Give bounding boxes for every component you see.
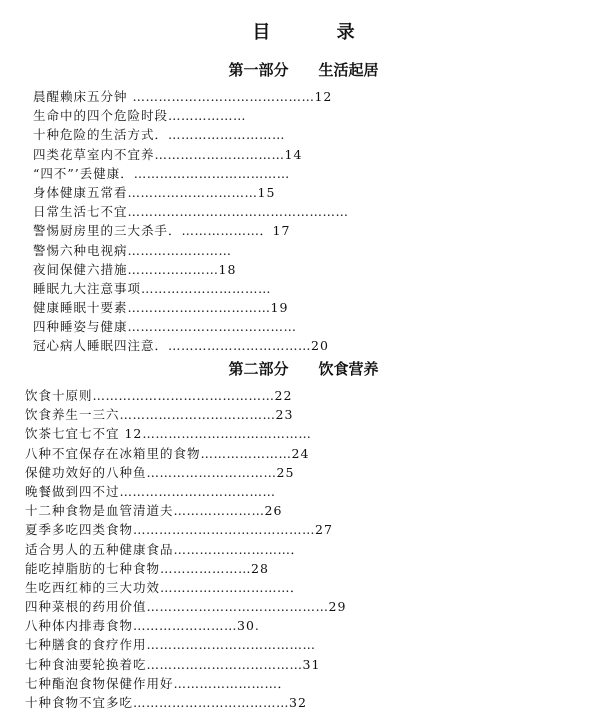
toc-entry-title: 能吃掉脂肪的七种食物 (25, 560, 161, 576)
toc-entry-leader: ……………………… (168, 127, 286, 143)
toc-entry[interactable] (25, 693, 346, 712)
toc-entry[interactable] (33, 87, 349, 106)
toc-entry-leader: ……………………………… (119, 483, 276, 499)
toc-entry[interactable] (25, 540, 346, 559)
toc-entry-page: 15 (257, 184, 276, 200)
toc-entry-title: 晚餐做到四不过 (25, 483, 120, 499)
toc-entry-page: 27 (315, 522, 333, 538)
toc-entry-leader: …………………………………… (146, 599, 329, 615)
toc-entry-leader: …………………………………… (92, 388, 275, 403)
toc-entry-leader: …………………………………… (133, 522, 316, 538)
toc-entry-title: 晨醒赖床五分钟 (33, 89, 133, 104)
part2-subtitle: 饮食营养 (318, 360, 379, 378)
toc-entry-title: 十种危险的生活方式． (33, 127, 169, 143)
toc-entry-leader: ………………． (181, 223, 273, 239)
toc-entry-leader: …………………………………………… (127, 204, 349, 220)
toc-entry-page: 22 (274, 388, 293, 403)
toc-entry-leader: …………………………． (160, 579, 304, 595)
toc-entry[interactable] (33, 202, 349, 221)
toc-entry-title: 警惕六种电视病 (33, 242, 128, 258)
toc-entry-title: 身体健康五常看 (33, 184, 128, 200)
toc-entry-leader: ……………………． (173, 675, 291, 691)
toc-entry-page: 19 (270, 300, 289, 316)
toc-entry-title: 四种睡姿与健康 (33, 319, 128, 335)
toc-entry[interactable] (25, 405, 346, 424)
toc-entry-title: 四种菜根的药用价值 (25, 599, 147, 615)
toc-entry-leader: …………………………… (168, 338, 312, 354)
toc-entry-title: 生命中的四个危险时段 (33, 108, 169, 124)
toc-entry[interactable] (33, 221, 349, 240)
toc-entry-title: 十种食物不宜多吃 (25, 695, 134, 710)
toc-entry-leader: ………………………………… (142, 426, 312, 442)
toc-entry-title: 七种膳食的食疗作用 (25, 637, 147, 653)
toc-entry-page: 23 (275, 407, 294, 423)
toc-entry-page: 26 (264, 503, 283, 519)
toc-entry-leader: …………………………………… (132, 89, 315, 104)
toc-entry[interactable] (33, 317, 349, 336)
toc-entry[interactable] (33, 145, 349, 164)
part1-heading (0, 59, 607, 80)
toc-entry-leader: ………………………… (154, 146, 285, 162)
toc-entry-title: 夜间保健六措施 (33, 261, 128, 277)
toc-entry-leader: ……………………………… (119, 407, 276, 423)
toc-entry[interactable] (33, 106, 349, 125)
toc-entry-title: “四不”’丢健康． (33, 165, 134, 181)
toc-entry-leader: ………………………． (173, 541, 304, 557)
toc-entry-page: 24 (291, 445, 310, 461)
toc-entry[interactable] (25, 674, 346, 693)
toc-entry-title: 夏季多吃四类食物 (25, 522, 134, 538)
toc-entry-page: 20 (311, 338, 329, 354)
toc-entry-title: 八种不宜保存在冰箱里的食物 (25, 445, 201, 461)
toc-entry-leader: …………………………… (127, 300, 271, 316)
toc-entry-title: 七种食油要轮换着吃 (25, 656, 147, 672)
toc-entry-leader: …………………… (127, 242, 232, 258)
toc-entry[interactable] (33, 164, 349, 183)
toc-entry-page: 28 (251, 560, 269, 576)
toc-entry-page: 30. (237, 618, 260, 634)
toc-entry-title: 十二种食物是血管清道夫 (25, 503, 174, 519)
toc-entry-leader: ………………………… (127, 184, 258, 200)
toc-entry-title: 保健功效好的八种鱼 (25, 464, 147, 480)
toc-entry[interactable] (25, 578, 346, 597)
toc-entry-leader: ………………………………… (127, 319, 297, 335)
toc-entry-title: 睡眠九大注意事项 (33, 280, 142, 296)
toc-entry-leader: ………………… (173, 503, 265, 519)
toc-entry-title: 饮食十原则 (25, 388, 93, 403)
toc-entry-leader: …………………… (133, 618, 238, 634)
toc-entry-leader: ………………………… (146, 464, 277, 480)
toc-entry[interactable] (25, 559, 346, 578)
toc-entry-page: 14 (284, 146, 303, 162)
toc-entry-page: 25 (276, 464, 295, 480)
toc-entry[interactable] (25, 482, 346, 501)
toc-entry-page: 12 (314, 89, 333, 104)
part1-number: 第一部分 (228, 61, 289, 79)
toc-entry-leader: ………………… (200, 445, 292, 461)
toc-entry-title: 四类花草室内不宜养 (33, 146, 155, 162)
toc-entry[interactable] (33, 241, 349, 260)
toc-entry-title: 警惕厨房里的三大杀手． (33, 223, 182, 239)
toc-entry-title: 饮茶七宜七不宜 12 (25, 426, 143, 442)
toc-entry[interactable] (33, 125, 349, 144)
toc-entry-title: 生吃西红柿的三大功效 (25, 579, 161, 595)
toc-entry[interactable] (25, 635, 346, 654)
part2-heading (0, 358, 607, 379)
toc-entry-page: 17 (272, 223, 291, 239)
toc-entry-leader: ……………………………… (133, 695, 290, 710)
toc-entry-page: 18 (218, 261, 237, 277)
toc-entry-leader: ……………………………… (146, 656, 303, 672)
toc-title: 目 录 (252, 22, 385, 43)
toc-entry[interactable] (33, 183, 349, 202)
toc-entry-leader: ……………… (168, 108, 247, 124)
part2-number: 第二部分 (228, 360, 289, 378)
toc-entry-leader: ………………… (160, 560, 252, 576)
toc-entry-page: 32 (289, 695, 307, 710)
toc-entry[interactable] (25, 655, 346, 674)
toc-entry[interactable] (25, 463, 346, 482)
toc-entry[interactable] (33, 279, 349, 298)
toc-entry[interactable] (25, 386, 346, 405)
toc-entry-leader: ………………… (127, 261, 219, 277)
toc-entry[interactable] (25, 520, 346, 539)
part1-entry-list (33, 87, 349, 356)
toc-entry-title: 冠心病人睡眠四注意． (33, 338, 169, 354)
part1-subtitle: 生活起居 (318, 61, 379, 79)
toc-entry[interactable] (33, 298, 349, 317)
toc-entry-title: 饮食养生一三六 (25, 407, 120, 423)
toc-entry-page: 29 (328, 599, 347, 615)
toc-entry[interactable] (33, 260, 349, 279)
toc-entry-title: 健康睡眠十要素 (33, 300, 128, 316)
toc-entry[interactable] (25, 501, 346, 520)
toc-entry[interactable] (25, 616, 346, 635)
toc-entry[interactable] (33, 336, 349, 355)
toc-entry-title: 八种体内排毒食物 (25, 618, 134, 634)
toc-entry-leader: ……………………………… (133, 165, 290, 181)
toc-entry-title: 日常生活七不宜 (33, 204, 128, 220)
toc-entry[interactable] (25, 597, 346, 616)
toc-entry[interactable] (25, 444, 346, 463)
toc-entry-page: 31 (302, 656, 321, 672)
toc-entry-title: 七种酯泡食物保健作用好 (25, 675, 174, 691)
toc-entry-leader: ………………………………… (146, 637, 316, 653)
toc-entry-leader: ………………………… (141, 280, 272, 296)
part2-entry-list (25, 386, 346, 712)
toc-entry-title: 适合男人的五种健康食品 (25, 541, 174, 557)
toc-entry[interactable] (25, 424, 346, 443)
